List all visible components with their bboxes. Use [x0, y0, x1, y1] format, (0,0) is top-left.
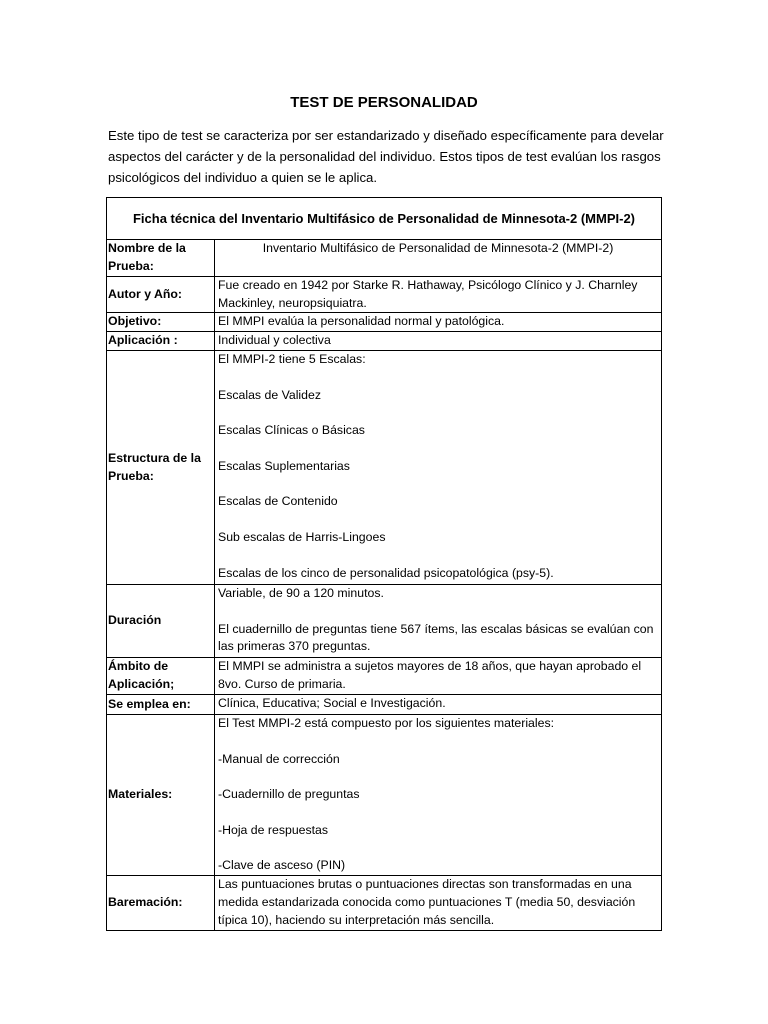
label-nombre: Nombre de la Prueba:	[107, 240, 215, 276]
label-materiales: Materiales:	[107, 715, 215, 875]
estructura-line: Escalas Clínicas o Básicas	[218, 423, 365, 438]
estructura-line: Sub escalas de Harris-Lingoes	[218, 529, 386, 544]
materiales-line: El Test MMPI-2 está compuesto por los siguientes materiales:	[218, 716, 555, 730]
value-autor: Fue creado en 1942 por Starke R. Hathaway, Psicólogo Clínico y J. Charnley Mackinley, neuropsiquiatra.	[218, 278, 638, 310]
row-estructura	[106, 351, 662, 585]
value-emplea: Clínica, Educativa; Social e Investigación.	[218, 696, 446, 710]
row-duracion	[106, 585, 662, 658]
row-baremacion	[106, 876, 662, 931]
value-estructura	[218, 351, 661, 582]
table-header: Ficha técnica del Inventario Multifásico de Personalidad de Minnesota-2 (MMPI-2)	[106, 197, 662, 240]
technical-sheet-table	[106, 197, 662, 931]
value-duracion	[218, 585, 661, 656]
row-emplea	[106, 695, 662, 715]
row-aplicacion	[106, 332, 662, 351]
label-duracion: Duración	[107, 585, 215, 657]
estructura-line: El MMPI-2 tiene 5 Escalas:	[218, 352, 366, 366]
value-aplicacion: Individual y colectiva	[218, 333, 331, 347]
value-materiales	[218, 715, 661, 875]
estructura-line: Escalas de los cinco de personalidad psicopatológica (psy-5).	[218, 565, 554, 580]
materiales-line: -Hoja de respuestas	[218, 822, 329, 837]
value-objetivo: El MMPI evalúa la personalidad normal y patológica.	[218, 314, 505, 328]
materiales-line: -Manual de corrección	[218, 751, 340, 766]
estructura-line: Escalas de Validez	[218, 387, 321, 402]
label-baremacion: Baremación:	[107, 876, 215, 930]
duracion-line: Variable, de 90 a 120 minutos.	[218, 586, 384, 600]
value-ambito: El MMPI se administra a sujetos mayores de 18 años, que hayan aprobado el 8vo. Curso de primaria.	[218, 659, 642, 691]
label-emplea: Se emplea en:	[107, 695, 215, 714]
label-aplicacion: Aplicación :	[107, 332, 215, 350]
label-autor: Autor y Año:	[107, 277, 215, 312]
materiales-line: -Cuadernillo de preguntas	[218, 787, 360, 802]
intro-paragraph: Este tipo de test se caracteriza por ser estandarizado y diseñado específicamente para develar aspectos del carácter y de la personalidad del individuo. Estos tipos de test evalúan los rasgos psicológicos del individuo a quien se le aplica.	[108, 128, 664, 185]
row-ambito	[106, 658, 662, 695]
row-materiales	[106, 715, 662, 876]
label-ambito: Ámbito de Aplicación;	[107, 658, 215, 694]
estructura-line: Escalas Suplementarias	[218, 458, 350, 473]
label-objetivo: Objetivo:	[107, 313, 215, 331]
value-baremacion: Las puntuaciones brutas o puntuaciones directas son transformadas en una medida estandarizada conocida como puntuaciones T (media 50, desviación típica 10), haciendo su interpretación más sencilla.	[218, 877, 636, 927]
row-objetivo	[106, 313, 662, 332]
page-title: TEST DE PERSONALIDAD	[290, 94, 478, 111]
label-estructura: Estructura de la Prueba:	[107, 351, 215, 584]
value-nombre: Inventario Multifásico de Personalidad de Minnesota-2 (MMPI-2)	[262, 241, 614, 255]
row-nombre	[106, 240, 662, 277]
duracion-line: El cuadernillo de preguntas tiene 567 ítems, las escalas básicas se evalúan con las primeras 370 preguntas.	[218, 621, 654, 654]
materiales-line: -Clave de asceso (PIN)	[218, 858, 346, 873]
row-autor	[106, 277, 662, 313]
estructura-line: Escalas de Contenido	[218, 494, 338, 509]
